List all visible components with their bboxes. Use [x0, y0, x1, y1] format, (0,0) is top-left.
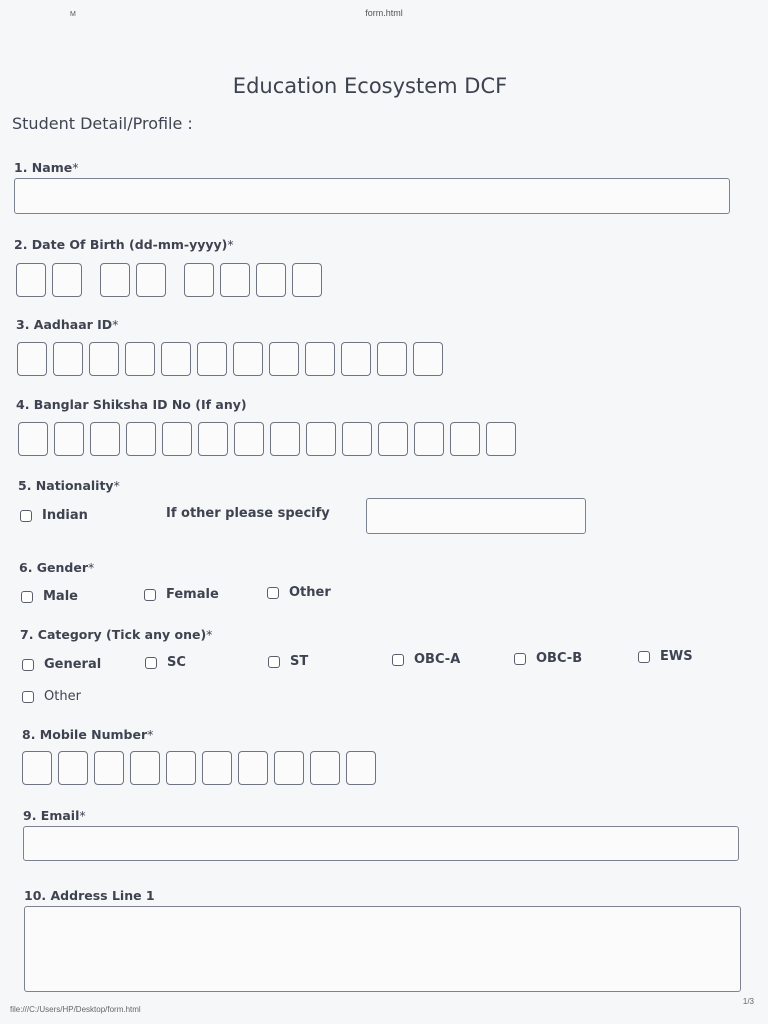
dob-day-digit[interactable] [16, 263, 46, 297]
mobile-digit[interactable] [58, 751, 88, 785]
category-option-ews[interactable]: EWS [638, 649, 693, 664]
print-header-filename: form.html [365, 8, 403, 18]
banglar-digit[interactable] [342, 422, 372, 456]
banglar-digit[interactable] [54, 422, 84, 456]
mobile-digit[interactable] [274, 751, 304, 785]
gender-option-female[interactable]: Female [144, 587, 219, 602]
banglar-digit[interactable] [306, 422, 336, 456]
dob-month-digit[interactable] [136, 263, 166, 297]
checkbox-icon[interactable] [267, 587, 279, 599]
banglar-digit[interactable] [90, 422, 120, 456]
checkbox-icon[interactable] [21, 591, 33, 603]
aadhaar-digit[interactable] [53, 342, 83, 376]
banglar-digit[interactable] [234, 422, 264, 456]
print-footer-page: 1/3 [742, 997, 754, 1006]
mobile-digit[interactable] [166, 751, 196, 785]
mobile-boxes [22, 751, 382, 785]
mobile-digit[interactable] [310, 751, 340, 785]
email-input[interactable] [23, 826, 739, 861]
banglar-digit[interactable] [414, 422, 444, 456]
address-line1-input[interactable] [24, 906, 741, 992]
aadhaar-digit[interactable] [341, 342, 371, 376]
banglar-digit[interactable] [18, 422, 48, 456]
gender-option-male[interactable]: Male [21, 589, 78, 604]
mobile-digit[interactable] [22, 751, 52, 785]
checkbox-icon[interactable] [638, 651, 650, 663]
banglar-digit[interactable] [270, 422, 300, 456]
aadhaar-digit[interactable] [305, 342, 335, 376]
nationality-other-label: If other please specify [166, 506, 330, 521]
mobile-label: 8. Mobile Number* [22, 727, 154, 742]
address-line1-label: 10. Address Line 1 [24, 888, 155, 903]
dob-year-digit[interactable] [292, 263, 322, 297]
dob-boxes [16, 263, 328, 297]
banglar-digit[interactable] [126, 422, 156, 456]
dob-year-digit[interactable] [184, 263, 214, 297]
mobile-digit[interactable] [202, 751, 232, 785]
checkbox-icon[interactable] [22, 659, 34, 671]
mobile-digit[interactable] [238, 751, 268, 785]
aadhaar-digit[interactable] [413, 342, 443, 376]
banglar-label: 4. Banglar Shiksha ID No (If any) [16, 397, 247, 412]
dob-label: 2. Date Of Birth (dd-mm-yyyy)* [14, 237, 234, 252]
aadhaar-digit[interactable] [125, 342, 155, 376]
checkbox-icon[interactable] [392, 654, 404, 666]
nationality-other-input[interactable] [366, 498, 586, 534]
banglar-digit[interactable] [378, 422, 408, 456]
checkbox-icon[interactable] [514, 653, 526, 665]
aadhaar-boxes [17, 342, 449, 376]
checkbox-icon[interactable] [20, 510, 32, 522]
email-label: 9. Email* [23, 808, 86, 823]
print-header [0, 8, 768, 18]
category-option-general[interactable]: General [22, 657, 101, 672]
aadhaar-digit[interactable] [269, 342, 299, 376]
aadhaar-label: 3. Aadhaar ID* [16, 317, 119, 332]
gender-label: 6. Gender* [19, 560, 95, 575]
nationality-label: 5. Nationality* [18, 478, 120, 493]
dob-month-digit[interactable] [100, 263, 130, 297]
checkbox-icon[interactable] [22, 691, 34, 703]
aadhaar-digit[interactable] [89, 342, 119, 376]
aadhaar-digit[interactable] [161, 342, 191, 376]
checkbox-icon[interactable] [144, 589, 156, 601]
category-option-st[interactable]: ST [268, 654, 308, 669]
checkbox-icon[interactable] [268, 656, 280, 668]
nationality-indian-option[interactable]: Indian [20, 508, 88, 523]
aadhaar-digit[interactable] [17, 342, 47, 376]
banglar-digit[interactable] [450, 422, 480, 456]
dob-day-digit[interactable] [52, 263, 82, 297]
print-footer-path: file:///C:/Users/HP/Desktop/form.html [10, 1005, 141, 1014]
category-label: 7. Category (Tick any one)* [20, 627, 213, 642]
mobile-digit[interactable] [346, 751, 376, 785]
aadhaar-digit[interactable] [233, 342, 263, 376]
dob-year-digit[interactable] [256, 263, 286, 297]
form-title: Education Ecosystem DCF [232, 74, 508, 98]
mobile-digit[interactable] [94, 751, 124, 785]
gender-option-other[interactable]: Other [267, 585, 331, 600]
aadhaar-digit[interactable] [197, 342, 227, 376]
category-option-sc[interactable]: SC [145, 655, 186, 670]
section-subtitle: Student Detail/Profile : [12, 114, 193, 133]
category-option-obc-b[interactable]: OBC-B [514, 651, 582, 666]
banglar-digit[interactable] [486, 422, 516, 456]
dob-year-digit[interactable] [220, 263, 250, 297]
banglar-digit[interactable] [162, 422, 192, 456]
name-input[interactable] [14, 178, 730, 214]
banglar-boxes [18, 422, 522, 456]
aadhaar-digit[interactable] [377, 342, 407, 376]
print-header-corner: M [70, 11, 76, 18]
mobile-digit[interactable] [130, 751, 160, 785]
banglar-digit[interactable] [198, 422, 228, 456]
name-label: 1. Name* [14, 160, 79, 175]
category-option-obc-a[interactable]: OBC-A [392, 652, 460, 667]
checkbox-icon[interactable] [145, 657, 157, 669]
category-option-other[interactable]: Other [22, 689, 81, 704]
